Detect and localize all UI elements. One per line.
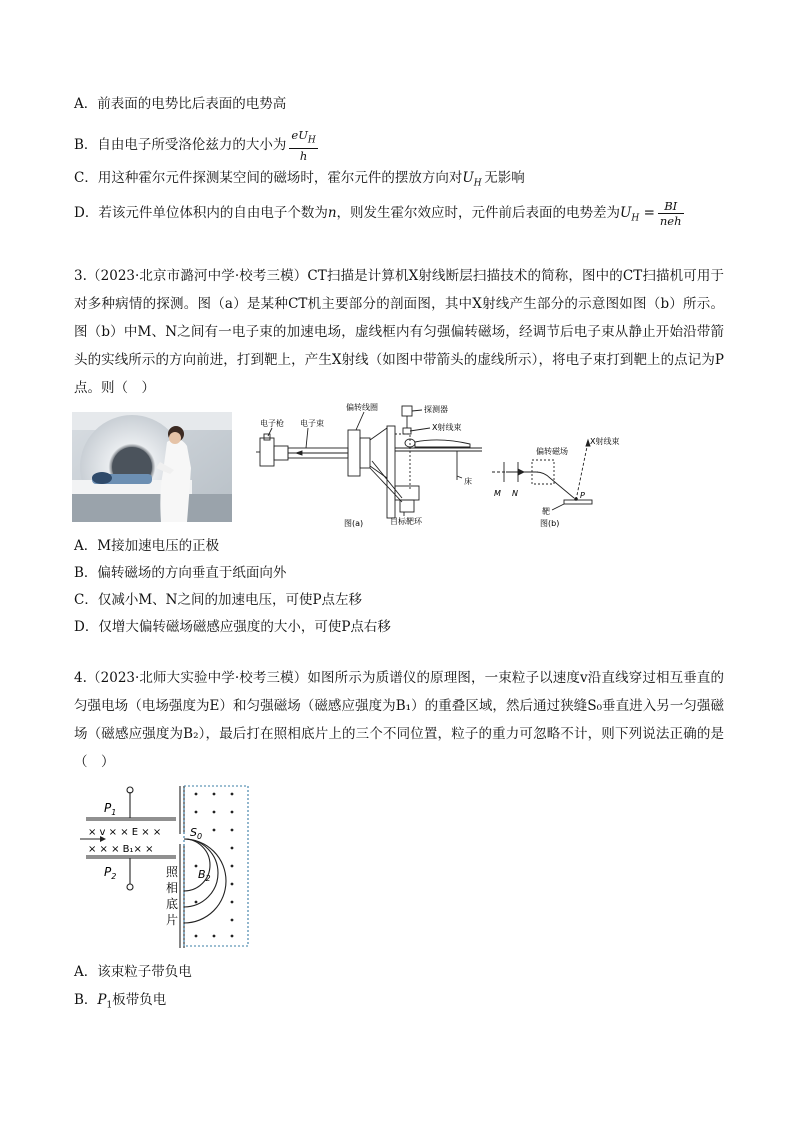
equals-sign: = — [643, 205, 655, 221]
q2-option-c-text: C．用这种霍尔元件探测某空间的磁场时，霍尔元件的摆放方向对 — [74, 170, 463, 186]
label-xray-beam-b: X射线束 — [590, 437, 620, 446]
q3-option-c[interactable]: C．仅减小M、N之间的加速电压，可使P点左移 — [74, 592, 363, 608]
q4-stem: 4.（2023·北师大实验中学·校考三模）如图所示为质谱仪的原理图，一束粒子以速度v沿直线穿过相互垂直的匀强电场（电场强度为E）和匀强磁场（磁感应强度为B₁）的重叠区域，然后通过狭缝S₀垂直进入另一匀强磁场（磁感应强度为B₂），最后打在照相底片上的三个不同位置，粒子的重力可忽略不计，则下列说法正确的是（ ） — [74, 670, 724, 770]
label-target: 靶 — [542, 507, 550, 516]
film-char-3: 底 — [166, 897, 179, 911]
label-electron-gun: 电子枪 — [260, 419, 284, 428]
q2-option-c-end: 无影响 — [484, 170, 525, 186]
q2-option-d-sub: H — [631, 213, 640, 224]
ct-scanner-photo — [72, 412, 232, 522]
label-p2: $P_2$ — [104, 865, 117, 881]
fraction-denominator: neh — [659, 214, 682, 228]
q2-option-d-text: D．若该元件单位体积内的自由电子个数为 — [74, 205, 328, 221]
film-char-1: 照 — [166, 865, 179, 879]
label-p: P — [580, 491, 585, 500]
label-electron-beam: 电子束 — [300, 419, 324, 428]
label-m: M — [494, 489, 501, 498]
q2-option-c-sub: H — [473, 178, 482, 189]
figure-a-ct-diagram — [252, 398, 490, 530]
label-b2: $B_2$ — [198, 868, 211, 883]
q2-option-d[interactable] — [74, 196, 687, 236]
label-s0: $S_0$ — [190, 826, 203, 841]
label-bed: 床 — [464, 477, 472, 486]
label-deflection-field: 偏转磁场 — [536, 447, 568, 456]
magnetic-field-dots — [195, 793, 234, 938]
field-row-1: × v × × E × × — [88, 827, 162, 838]
film-char-4: 片 — [166, 913, 179, 927]
label-xray-beam: X射线束 — [432, 423, 462, 432]
q2-option-c-var: U — [462, 170, 474, 186]
label-detector: 探测器 — [424, 405, 448, 414]
q2-option-a[interactable]: A．前表面的电势比后表面的电势高 — [74, 96, 287, 112]
field-row-2: × × × B₁× × — [88, 844, 154, 855]
fraction-numerator: BI — [658, 199, 684, 214]
film-char-2: 相 — [166, 881, 179, 895]
fraction-BI-neh — [658, 199, 684, 228]
q3-option-a[interactable]: A．M接加速电压的正极 — [74, 538, 220, 554]
q2-option-d-mid: ，则发生霍尔效应时，元件前后表面的电势差为 — [336, 205, 621, 221]
q3-stem: 3.（2023·北京市潞河中学·校考三模）CT扫描是计算机X射线断层扫描技术的简称，图中的CT扫描机可用于对多种病情的探测。图（a）是某种CT机主要部分的剖面图，其中X射线产生部分的示意图如图（b）所示。图（b）中M、N之间有一电子束的加速电场，虚线框内有匀强偏转磁场，经调节后电子束从静止开始沿带箭头的实线所示的方向前进，打到靶上，产生X射线（如图中带箭头的虚线所示），将电子束打到靶上的点记为P点。则（ ） — [74, 268, 724, 396]
q4-option-a[interactable]: A．该束粒子带负电 — [74, 964, 192, 980]
label-p1: $P_1$ — [104, 801, 117, 817]
figure-b-xray-generation — [492, 430, 620, 530]
q3-option-d[interactable]: D．仅增大偏转磁场磁感应强度的大小，可使P点右移 — [74, 619, 391, 635]
label-photographic-film — [166, 865, 179, 927]
q2-option-d-n: n — [327, 205, 337, 221]
fraction-numerator: eU — [291, 128, 308, 143]
q4-option-b[interactable] — [74, 990, 166, 1016]
q4-option-b-var: P — [97, 992, 107, 1008]
q2-option-d-var: U — [620, 205, 632, 221]
q3-option-b[interactable]: B．偏转磁场的方向垂直于纸面向外 — [74, 565, 287, 581]
figure-b-caption: 图(b) — [540, 519, 560, 528]
fraction-denominator: h — [299, 148, 308, 163]
q2-option-b[interactable] — [74, 128, 321, 163]
q2-option-c[interactable] — [74, 168, 525, 194]
figure-mass-spectrometer — [80, 784, 255, 952]
fraction-eUh — [289, 128, 317, 162]
label-deflection-coil: 偏转线圈 — [346, 403, 378, 412]
label-target-ring: 目标靶环 — [390, 517, 422, 526]
q4-option-b-text: 板带负电 — [112, 992, 167, 1008]
q4-option-b-sub: 1 — [106, 1000, 113, 1011]
fraction-numerator-sub: H — [307, 135, 316, 146]
figure-a-caption: 图(a) — [344, 519, 364, 528]
q4-option-b-prefix: B． — [74, 992, 98, 1008]
label-n: N — [512, 489, 518, 498]
q2-option-b-text: B．自由电子所受洛伦兹力的大小为 — [74, 137, 287, 153]
